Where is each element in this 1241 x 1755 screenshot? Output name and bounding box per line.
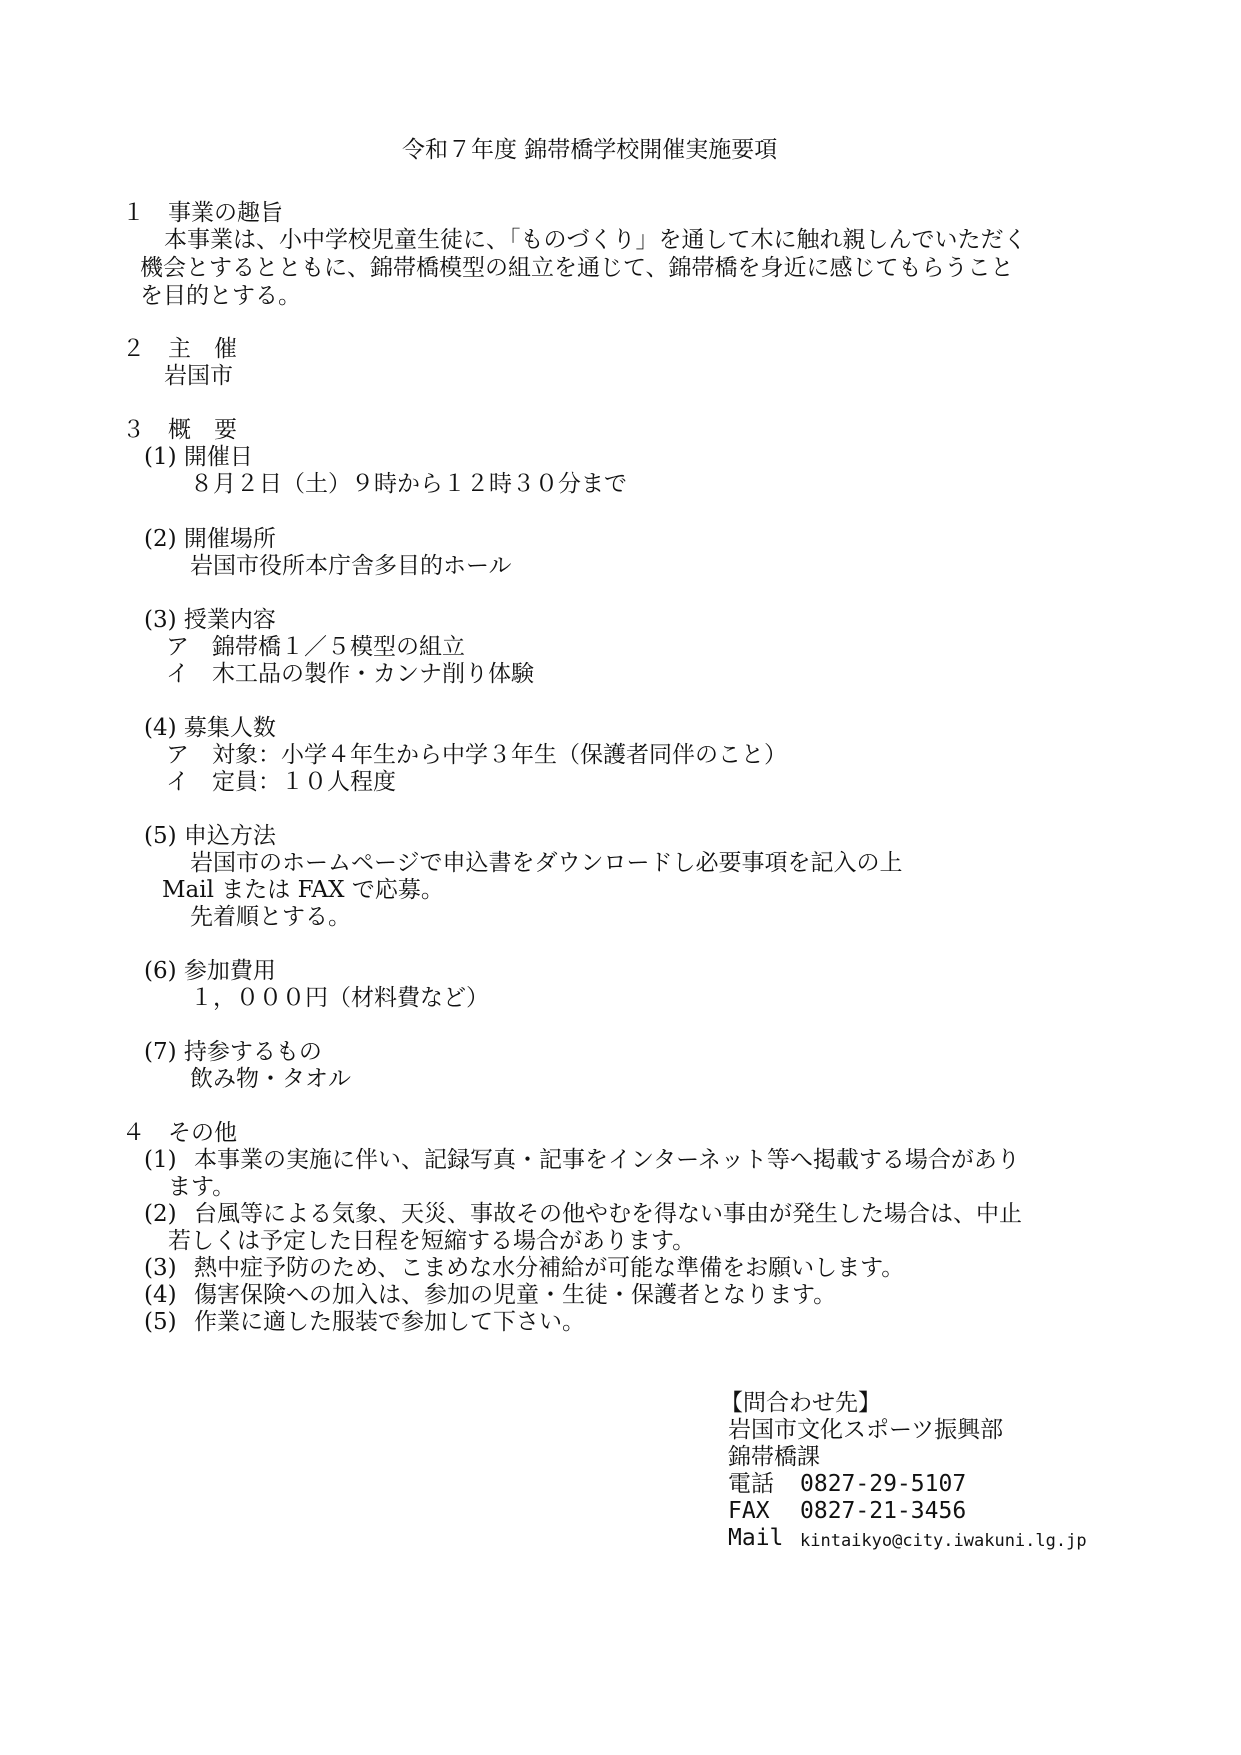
section1-body-line: を目的とする。	[140, 283, 301, 309]
fee-value: １，０００円（材料費など）	[190, 985, 489, 1011]
content-item: イ 木工品の製作・カンナ削り体験	[166, 661, 534, 687]
section1-heading: １ 事業の趣旨	[122, 200, 283, 226]
other-item-number: (4)	[144, 1282, 177, 1308]
contact-section: 錦帯橋課	[728, 1444, 820, 1470]
contact-heading: 【問合わせ先】	[720, 1390, 881, 1416]
section2-heading: ２ 主 催	[122, 336, 237, 362]
other-item-number: (5)	[144, 1309, 177, 1335]
other-item-line: 熱中症予防のため、こまめな水分補給が可能な準備をお願いします。	[194, 1255, 905, 1281]
recruit-item: イ 定員：１０人程度	[166, 769, 396, 795]
apply-line: Mail または FAX で応募。	[162, 877, 444, 903]
other-item-line: 若しくは予定した日程を短縮する場合があります。	[168, 1228, 696, 1254]
section1-body-line: 本事業は、小中学校児童生徒に、「ものづくり」を通して木に触れ親しんでいただく	[164, 227, 1027, 253]
bring-label: (7) 持参するもの	[144, 1039, 322, 1065]
section1-body-line: 機会とするとともに、錦帯橋模型の組立を通じて、錦帯橋を身近に感じてもらうこと	[140, 255, 1014, 281]
date-label: (1) 開催日	[144, 444, 253, 470]
document-title: 令和７年度 錦帯橋学校開催実施要項	[402, 137, 778, 163]
content-label: (3) 授業内容	[144, 607, 276, 633]
other-item-line: 傷害保険への加入は、参加の児童・生徒・保護者となります。	[194, 1282, 837, 1308]
fee-label: (6) 参加費用	[144, 958, 276, 984]
content-item: ア 錦帯橋１／５模型の組立	[166, 634, 465, 660]
other-item-number: (2)	[144, 1201, 177, 1227]
bring-value: 飲み物・タオル	[190, 1066, 351, 1092]
apply-line: 岩国市のホームページで申込書をダウンロードし必要事項を記入の上	[190, 850, 903, 876]
contact-mail-label: Mail	[728, 1525, 784, 1551]
section4-heading: ４ その他	[122, 1120, 237, 1146]
contact-mail[interactable]: kintaikyo@city.iwakuni.lg.jp	[800, 1531, 1087, 1551]
other-item-line: 作業に適した服装で参加して下さい。	[194, 1309, 585, 1335]
recruit-label: (4) 募集人数	[144, 715, 276, 741]
other-item-number: (1)	[144, 1147, 177, 1173]
contact-department: 岩国市文化スポーツ振興部	[728, 1417, 1004, 1443]
organizer: 岩国市	[164, 363, 233, 389]
other-item-number: (3)	[144, 1255, 177, 1281]
other-item-line: 本事業の実施に伴い、記録写真・記事をインターネット等へ掲載する場合があり	[194, 1147, 1020, 1173]
contact-tel: 0827-29-5107	[800, 1471, 967, 1497]
contact-fax-label: FAX	[728, 1498, 770, 1524]
venue-label: (2) 開催場所	[144, 526, 276, 552]
date-value: ８月２日（土）９時から１２時３０分まで	[190, 471, 627, 497]
other-item-line: ます。	[168, 1174, 236, 1200]
contact-tel-label: 電話	[728, 1471, 774, 1497]
other-item-line: 台風等による気象、天災、事故その他やむを得ない事由が発生した場合は、中止	[194, 1201, 1022, 1227]
venue-value: 岩国市役所本庁舎多目的ホール	[190, 553, 512, 579]
apply-label: (5) 申込方法	[144, 823, 276, 849]
recruit-item: ア 対象：小学４年生から中学３年生（保護者同伴のこと）	[166, 742, 787, 768]
apply-line: 先着順とする。	[190, 904, 351, 930]
section3-heading: ３ 概 要	[122, 417, 237, 443]
contact-fax: 0827-21-3456	[800, 1498, 967, 1524]
